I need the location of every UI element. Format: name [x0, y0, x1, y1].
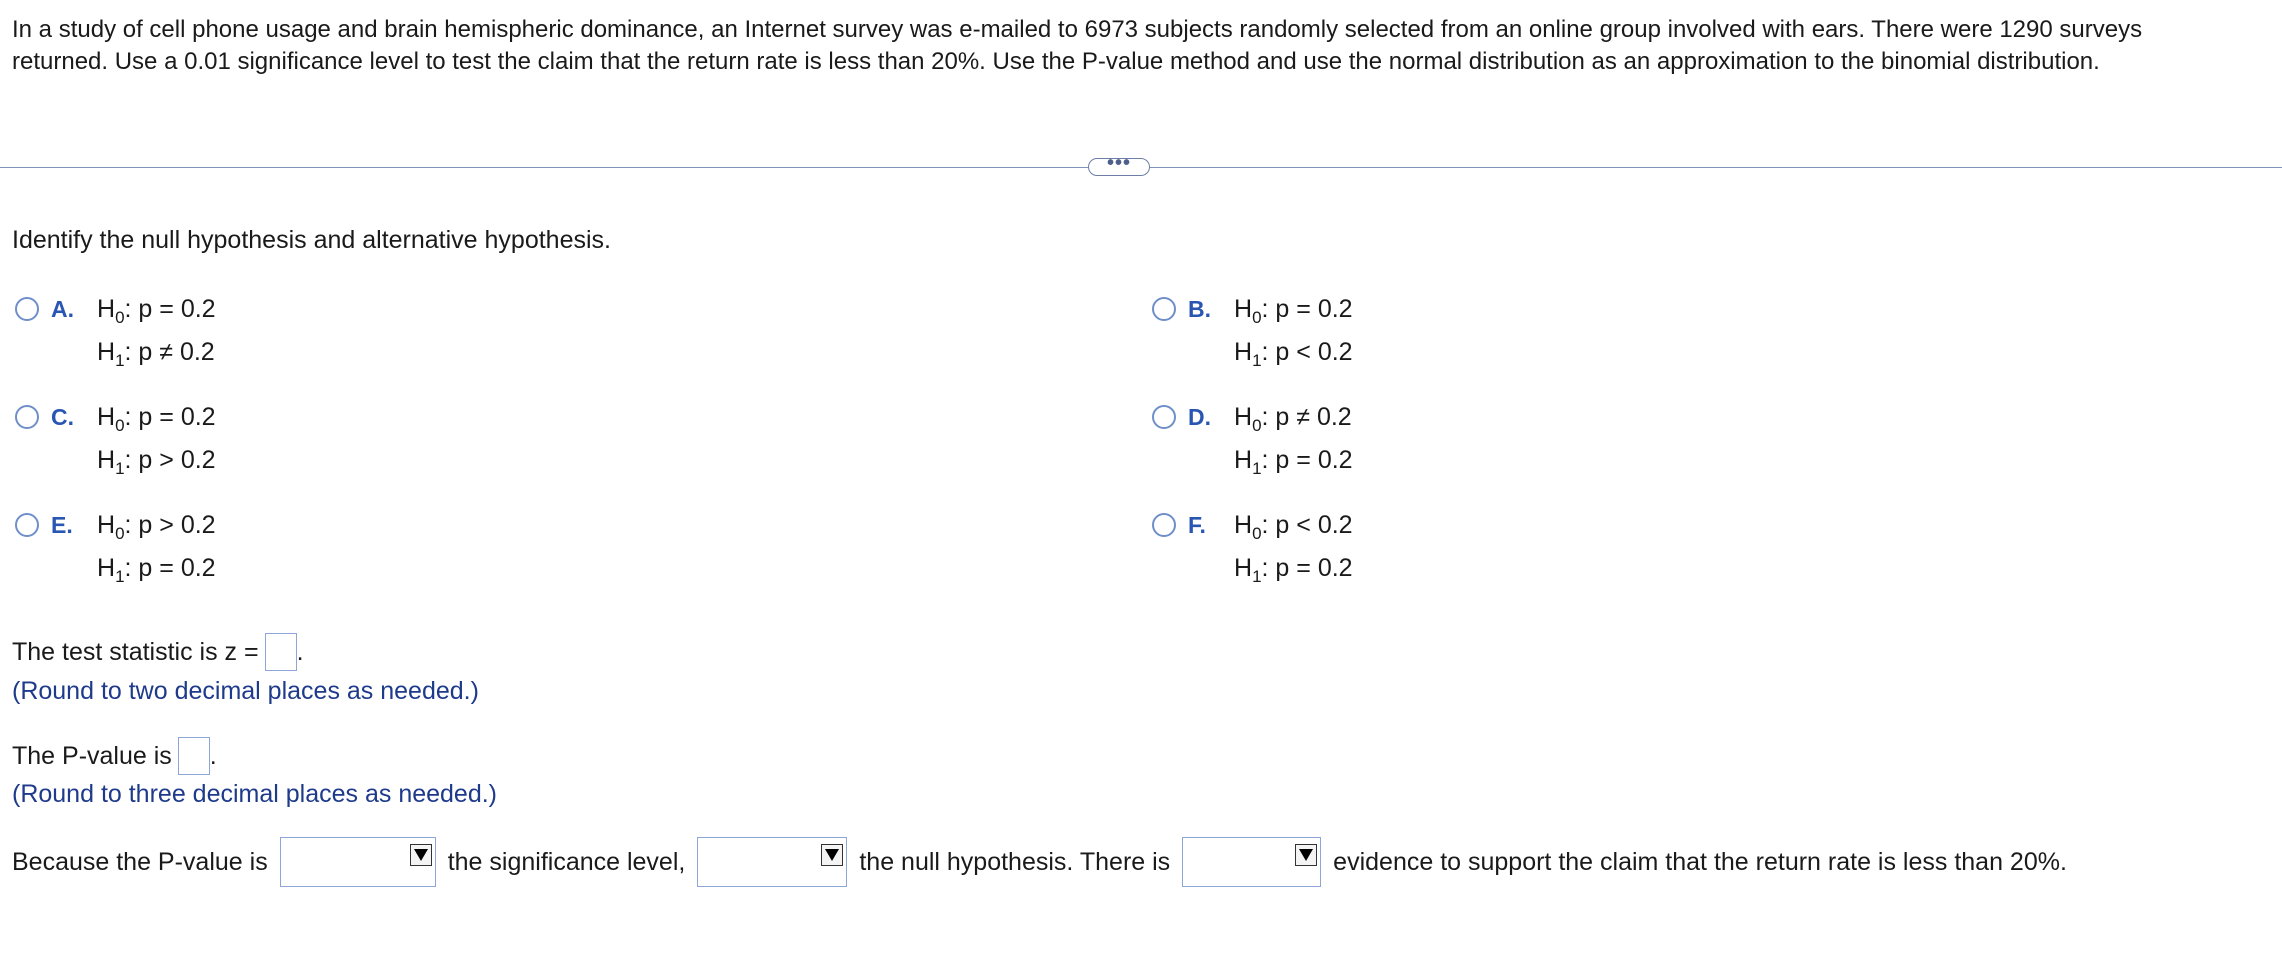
option-a-h0: $H_0$: p = 0.2 — [97, 295, 216, 327]
option-a-letter: A. — [51, 296, 74, 322]
comparison-dropdown[interactable] — [280, 837, 436, 887]
option-e-radio[interactable] — [15, 513, 39, 537]
dropdown-arrow-icon[interactable] — [1295, 844, 1317, 866]
option-d[interactable] — [1152, 402, 1353, 482]
conclusion-text-2: the significance level, — [447, 847, 686, 876]
option-b-h0: $H_0$: p = 0.2 — [1234, 295, 1353, 327]
conclusion-text-4: evidence to support the claim that the return rate is less than 20%. — [1333, 847, 2067, 876]
test-statistic-input[interactable] — [265, 633, 297, 671]
option-a-h1: $H_1$: p ≠ 0.2 — [97, 338, 215, 370]
option-f-letter: F. — [1188, 512, 1206, 538]
option-a-radio[interactable] — [15, 297, 39, 321]
option-d-h1: $H_1$: p = 0.2 — [1234, 446, 1353, 478]
option-f-radio[interactable] — [1152, 513, 1176, 537]
option-f-h1: $H_1$: p = 0.2 — [1234, 554, 1353, 586]
option-d-hypotheses — [1234, 396, 1353, 482]
p-value-label: The P-value is — [12, 741, 172, 770]
option-d-letter: D. — [1188, 404, 1211, 430]
test-statistic-hint: (Round to two decimal places as needed.) — [12, 677, 479, 705]
test-statistic-period: . — [296, 637, 304, 666]
conclusion-text-3: the null hypothesis. There is — [859, 847, 1171, 876]
option-a-hypotheses — [97, 288, 216, 374]
option-c-h0: $H_0$: p = 0.2 — [97, 403, 216, 435]
option-e-letter: E. — [51, 512, 73, 538]
p-value-hint: (Round to three decimal places as needed.) — [12, 780, 498, 808]
option-e[interactable] — [15, 510, 216, 590]
p-value-period: . — [209, 741, 217, 770]
option-f-h0: $H_0$: p < 0.2 — [1234, 511, 1353, 543]
p-value-input[interactable] — [178, 737, 210, 775]
option-b-hypotheses — [1234, 288, 1353, 374]
option-d-radio[interactable] — [1152, 405, 1176, 429]
dropdown-arrow-icon[interactable] — [821, 844, 843, 866]
problem-text: In a study of cell phone usage and brain hemispheric dominance, an Internet survey was e-mailed to 6973 subjects randomly selected from an online group involved with ears. There were 1290 surveys returned. Use a 0.01 significance level to test the claim that the return rate is less than 20%. Use the P-value method and use the normal distribution as an approximation to the binomial distribution. — [12, 16, 2143, 75]
option-c-h1: $H_1$: p > 0.2 — [97, 446, 216, 478]
more-ellipsis-icon: ••• — [1106, 152, 1131, 174]
conclusion-text-1: Because the P-value is — [12, 847, 268, 876]
option-e-h0: $H_0$: p > 0.2 — [97, 511, 216, 543]
option-a[interactable] — [15, 294, 216, 374]
test-statistic-label: The test statistic is z = — [12, 637, 259, 666]
option-f-hypotheses — [1234, 504, 1353, 590]
option-e-hypotheses — [97, 504, 216, 590]
decision-dropdown[interactable] — [697, 837, 847, 887]
test-statistic-line — [12, 633, 304, 671]
question-prompt: Identify the null hypothesis and alternative hypothesis. — [12, 226, 611, 254]
evidence-dropdown[interactable] — [1182, 837, 1321, 887]
conclusion-line — [12, 837, 2067, 887]
p-value-line — [12, 737, 217, 775]
option-b-h1: $H_1$: p < 0.2 — [1234, 338, 1353, 370]
option-c-letter: C. — [51, 404, 74, 430]
option-b-letter: B. — [1188, 296, 1211, 322]
option-f[interactable] — [1152, 510, 1353, 590]
option-e-h1: $H_1$: p = 0.2 — [97, 554, 216, 586]
option-c-radio[interactable] — [15, 405, 39, 429]
option-b-radio[interactable] — [1152, 297, 1176, 321]
option-c-hypotheses — [97, 396, 216, 482]
expand-more-button[interactable] — [1088, 152, 1150, 176]
option-c[interactable] — [15, 402, 216, 482]
dropdown-arrow-icon[interactable] — [410, 844, 432, 866]
option-b[interactable] — [1152, 294, 1353, 374]
option-d-h0: $H_0$: p ≠ 0.2 — [1234, 403, 1352, 435]
